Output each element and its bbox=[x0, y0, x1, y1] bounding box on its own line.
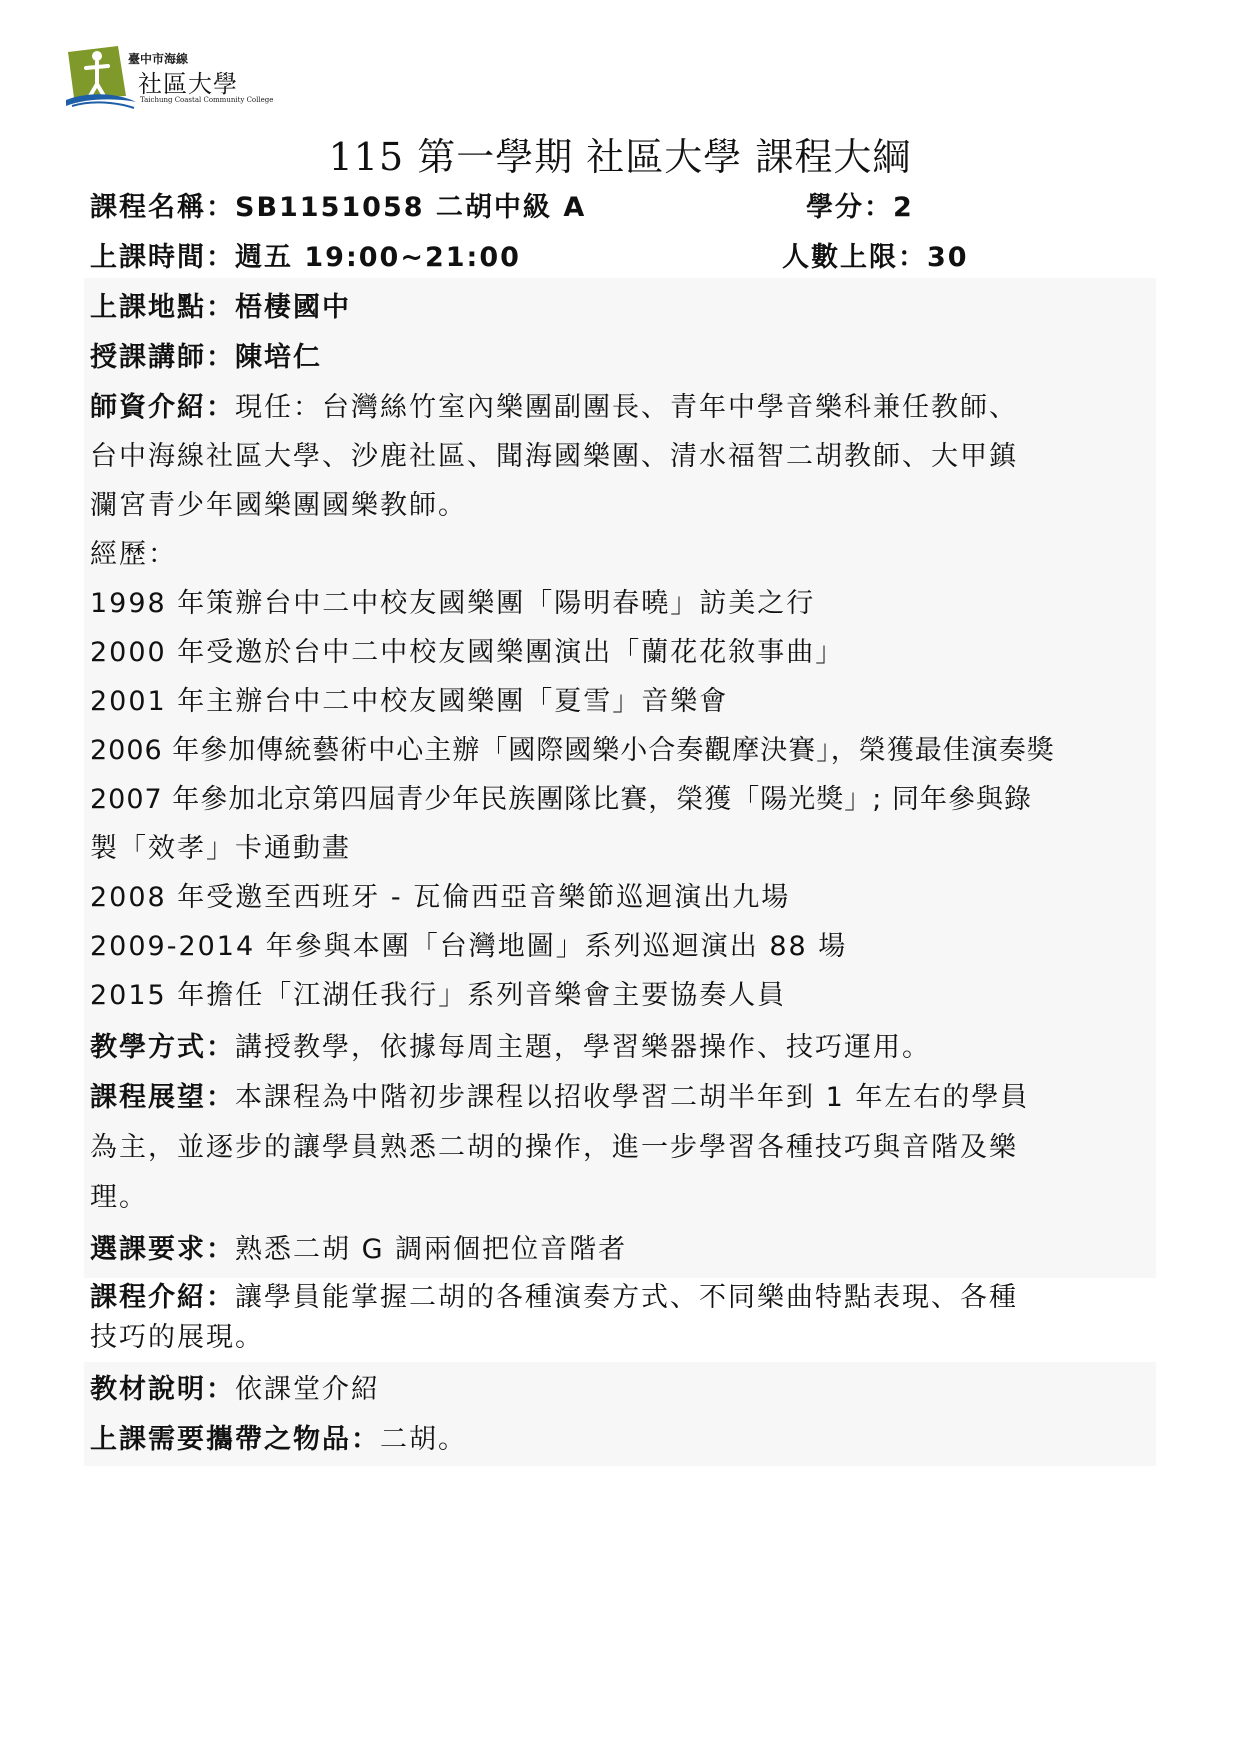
page-title: 115 第一學期 社區大學 課程大綱 bbox=[328, 135, 912, 179]
bio-line: 1998 年策辦台中二中校友國樂團「陽明春曉」訪美之行 bbox=[90, 588, 816, 619]
bio-line: 經歷： bbox=[90, 539, 177, 570]
course-name-label: 課程名稱： bbox=[90, 192, 235, 223]
items-value: 二胡。 bbox=[380, 1424, 467, 1455]
capacity-value: 30 bbox=[927, 242, 969, 273]
teacher-row bbox=[90, 340, 322, 376]
outlook-text: 本課程為中階初步課程以招收學習二胡半年到 1 年左右的學員 bbox=[235, 1082, 1030, 1113]
bio-line: 台中海線社區大學、沙鹿社區、聞海國樂團、清水福智二胡教師、大甲鎮 bbox=[90, 441, 1018, 472]
credit-row bbox=[806, 190, 914, 226]
bio-line: 2007 年參加北京第四屆青少年民族團隊比賽，榮獲「陽光獎」; 同年參與錄 bbox=[90, 784, 1032, 815]
school-logo bbox=[66, 44, 276, 110]
bio-line bbox=[90, 390, 1018, 426]
outlook-line: 為主，並逐步的讓學員熟悉二胡的操作，進一步學習各種技巧與音階及樂 bbox=[90, 1132, 1018, 1163]
capacity-label: 人數上限： bbox=[782, 242, 927, 273]
location-value: 梧棲國中 bbox=[235, 292, 351, 323]
bio-line: 2001 年主辦台中二中校友國樂團「夏雪」音樂會 bbox=[90, 686, 729, 717]
course-name-row bbox=[90, 190, 586, 226]
shaded-block-main bbox=[84, 278, 1156, 1278]
teaching-method-row bbox=[90, 1030, 931, 1066]
outlook-row bbox=[90, 1080, 1029, 1116]
course-name-value: SB1151058 二胡中級 A bbox=[235, 192, 587, 223]
requirement-value: 熟悉二胡 G 調兩個把位音階者 bbox=[235, 1234, 628, 1265]
bio-line: 2000 年受邀於台中二中校友國樂團演出「蘭花花敘事曲」 bbox=[90, 637, 845, 668]
teaching-method-value: 講授教學，依據每周主題，學習樂器操作、技巧運用。 bbox=[235, 1032, 931, 1063]
location-row bbox=[90, 290, 351, 326]
course-intro-text: 讓學員能掌握二胡的各種演奏方式、不同樂曲特點表現、各種 bbox=[235, 1282, 1018, 1313]
items-row bbox=[90, 1422, 467, 1458]
bio-line: 製「效孝」卡通動畫 bbox=[90, 833, 351, 864]
bio-text: 現任：台灣絲竹室內樂團副團長、青年中學音樂科兼任教師、 bbox=[235, 392, 1018, 423]
teaching-method-label: 教學方式： bbox=[90, 1032, 235, 1063]
teacher-value: 陳培仁 bbox=[235, 342, 322, 373]
logo-main-text: 社區大學 bbox=[138, 70, 238, 98]
capacity-row bbox=[782, 240, 969, 276]
bio-line: 2006 年參加傳統藝術中心主辦「國際國樂小合奏觀摩決賽」，榮獲最佳演奏獎 bbox=[90, 735, 1055, 766]
logo-emblem-icon bbox=[66, 44, 136, 110]
outlook-line: 理。 bbox=[90, 1182, 148, 1213]
material-row bbox=[90, 1372, 380, 1408]
bio-line: 2009-2014 年參與本團「台灣地圖」系列巡迴演出 88 場 bbox=[90, 931, 848, 962]
teacher-label: 授課講師： bbox=[90, 342, 235, 373]
logo-top-text: 臺中市海線 bbox=[128, 52, 189, 66]
course-intro-label: 課程介紹： bbox=[90, 1282, 235, 1313]
logo-english-text: Taichung Coastal Community College bbox=[140, 96, 274, 104]
bio-line: 2008 年受邀至西班牙 - 瓦倫西亞音樂節巡迴演出九場 bbox=[90, 882, 791, 913]
credit-value: 2 bbox=[893, 192, 914, 223]
class-time-label: 上課時間： bbox=[90, 242, 235, 273]
bio-label: 師資介紹： bbox=[90, 392, 235, 423]
outlook-label: 課程展望： bbox=[90, 1082, 235, 1113]
requirement-label: 選課要求： bbox=[90, 1234, 235, 1265]
bio-line: 瀾宮青少年國樂團國樂教師。 bbox=[90, 490, 467, 521]
credit-label: 學分： bbox=[806, 192, 893, 223]
material-value: 依課堂介紹 bbox=[235, 1374, 380, 1405]
class-time-value: 週五 19:00~21:00 bbox=[235, 242, 521, 273]
items-label: 上課需要攜帶之物品： bbox=[90, 1424, 380, 1455]
location-label: 上課地點： bbox=[90, 292, 235, 323]
material-label: 教材說明： bbox=[90, 1374, 235, 1405]
bio-line: 2015 年擔任「江湖任我行」系列音樂會主要協奏人員 bbox=[90, 980, 787, 1011]
class-time-row bbox=[90, 240, 521, 276]
course-intro-row bbox=[90, 1280, 1018, 1316]
requirement-row bbox=[90, 1232, 627, 1268]
course-intro-line: 技巧的展現。 bbox=[90, 1322, 264, 1353]
